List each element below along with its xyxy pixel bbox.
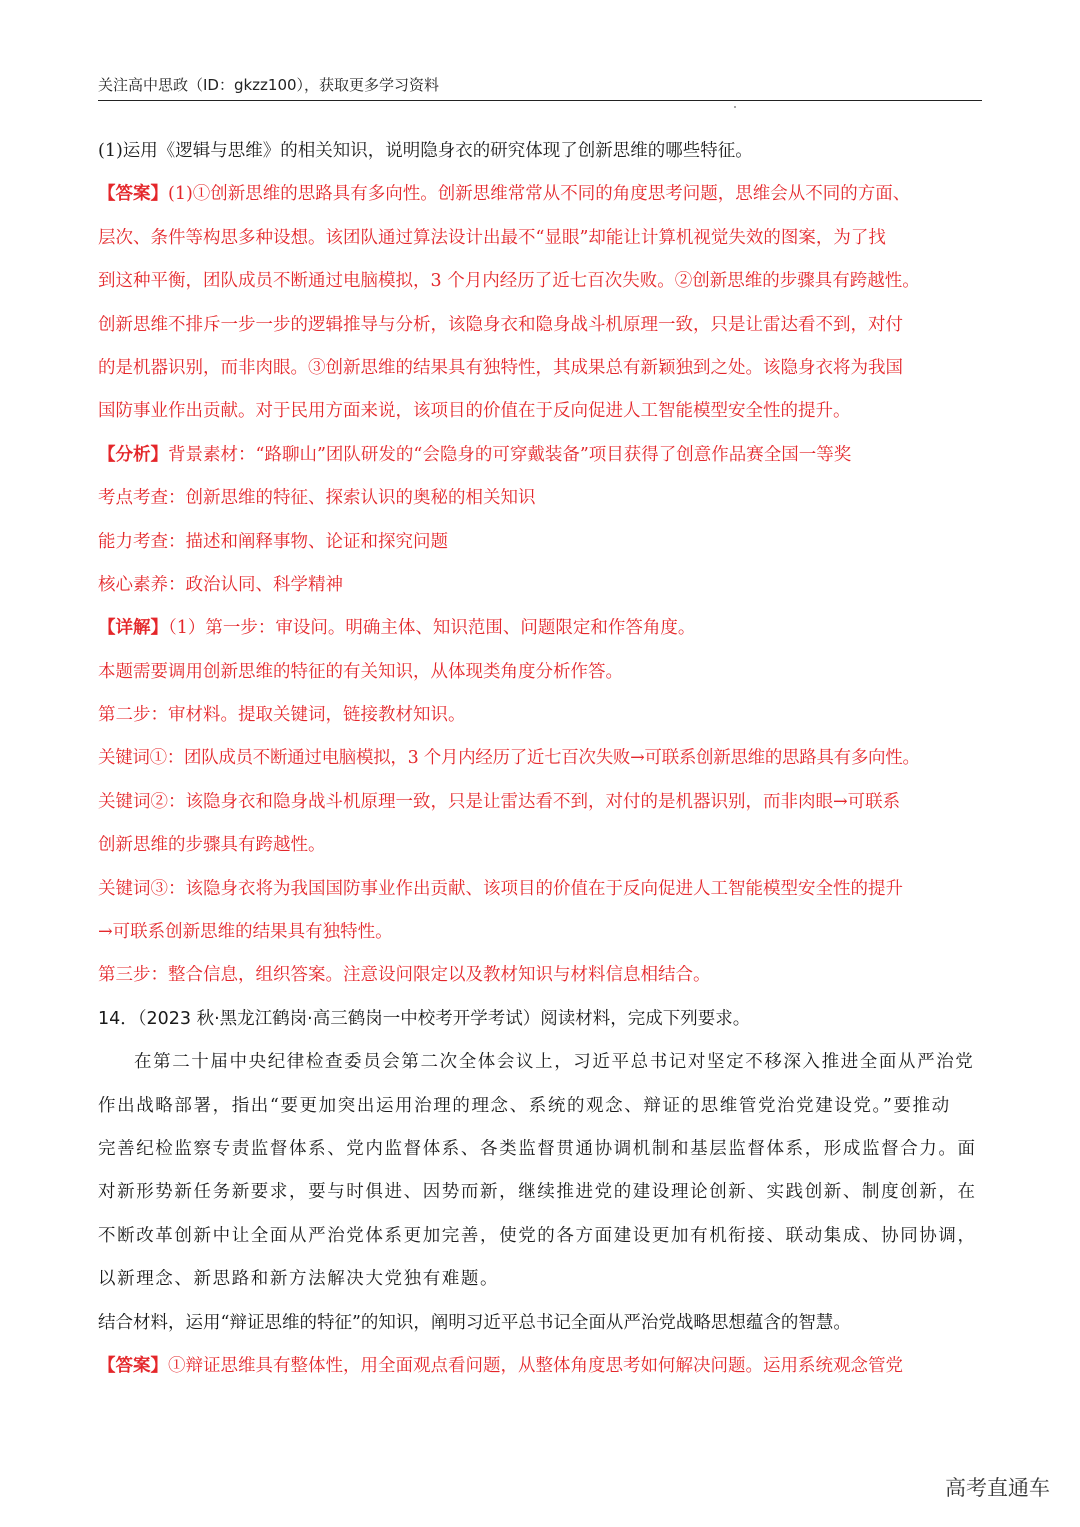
- page-content: [98, 130, 982, 1388]
- q13-answer-line: 的是机器识别，而非肉眼。③创新思维的结果具有独特性，其成果总有新颖独到之处。该隐身衣将为我国: [98, 357, 903, 378]
- q14-passage: [98, 1041, 982, 1301]
- detail-tag: 【详解】: [98, 618, 168, 639]
- q13-analysis-line: [98, 434, 982, 477]
- q13-detail-line: [98, 607, 982, 650]
- header-divider: [98, 100, 982, 101]
- q13-detail-line: 第三步：整合信息，组织答案。注意设问限定以及教材知识与材料信息相结合。: [98, 965, 711, 986]
- q14-intro: 14．（2023 秋·黑龙江鹤岗·高三鹤岗一中校考开学考试）阅读材料，完成下列要求。: [98, 1008, 751, 1029]
- analysis-text: 背景素材：“路聊山”团队研发的“会隐身的可穿戴装备”项目获得了创意作品赛全国一等奖: [168, 444, 852, 465]
- q13-nengli: 能力考查：描述和阐释事物、论证和探究问题: [98, 531, 448, 552]
- passage-line: 作出战略部署，指出“要更加突出运用治理的理念、系统的观念、辩证的思维管党治党建设党。”要推动: [98, 1095, 951, 1116]
- q14-question: 结合材料，运用“辩证思维的特征”的知识，阐明习近平总书记全面从严治党战略思想蕴含的智慧。: [98, 1312, 851, 1333]
- passage-line: 对新形势新任务新要求，要与时俱进、因势而新，继续推进党的建设理论创新、实践创新、制度创新，在: [98, 1182, 977, 1203]
- q13-detail-line: 本题需要调用创新思维的特征的有关知识，从体现类角度分析作答。: [98, 661, 623, 682]
- passage-line: 以新理念、新思路和新方法解决大党独有难题。: [98, 1269, 500, 1290]
- passage-line: 完善纪检监察专责监督体系、党内监督体系、各类监督贯通协调机制和基层监督体系，形成监督合力。面: [98, 1138, 977, 1159]
- passage-line: 不断改革创新中让全面从严治党体系更加完善，使党的各方面建设更加有机衔接、联动集成、协同协调，: [98, 1225, 977, 1246]
- answer-tag: 【答案】: [98, 1355, 168, 1376]
- q13-detail-line: 创新思维的步骤具有跨越性。: [98, 835, 326, 856]
- answer-text: (1)①创新思维的思路具有多向性。创新思维常常从不同的角度思考问题，思维会从不同的方面、: [168, 184, 911, 205]
- footer-brand: 高考直通车: [945, 1476, 1050, 1500]
- passage-line: 在第二十届中央纪律检查委员会第二次全体会议上，习近平总书记对坚定不移深入推进全面从严治党: [134, 1052, 975, 1073]
- answer-text: ①辩证思维具有整体性，用全面观点看问题，从整体角度思考如何解决问题。运用系统观念管党: [168, 1355, 903, 1376]
- q13-answer-line: 国防事业作出贡献。对于民用方面来说，该项目的价值在于反向促进人工智能模型安全性的提升。: [98, 401, 851, 422]
- q13-detail-line: 关键词②：该隐身衣和隐身战斗机原理一致，只是让雷达看不到，对付的是机器识别，而非肉眼→可联系: [98, 791, 901, 812]
- q13-answer-line: 到这种平衡，团队成员不断通过电脑模拟，3 个月内经历了近七百次失败。②创新思维的步骤具有跨越性。: [98, 271, 920, 292]
- q14-answer-line: [98, 1345, 982, 1388]
- answer-tag: 【答案】: [98, 184, 168, 205]
- q13-detail-line: 关键词①：团队成员不断通过电脑模拟，3 个月内经历了近七百次失败→可联系创新思维的思路具有多向性。: [98, 748, 920, 769]
- analysis-tag: 【分析】: [98, 444, 168, 465]
- q13-detail-line: 第二步：审材料。提取关键词，链接教材知识。: [98, 705, 466, 726]
- detail-text: （1）第一步：审设问。明确主体、知识范围、问题限定和作答角度。: [168, 618, 696, 639]
- q13-detail-line: 关键词③：该隐身衣将为我国国防事业作出贡献、该项目的价值在于反向促进人工智能模型安全性的提升: [98, 878, 903, 899]
- q13-suyang: 核心素养：政治认同、科学精神: [98, 574, 343, 595]
- q13-answer-line: [98, 173, 982, 216]
- q13-kaodian: 考点考查：创新思维的特征、探索认识的奥秘的相关知识: [98, 488, 536, 509]
- q13-detail-line: →可联系创新思维的结果具有独特性。: [98, 922, 393, 943]
- q13-question: (1)运用《逻辑与思维》的相关知识，说明隐身衣的研究体现了创新思维的哪些特征。: [98, 141, 753, 161]
- page-header: 关注高中思政（ID：gkzz100），获取更多学习资料: [98, 76, 440, 94]
- q13-answer-line: 层次、条件等构思多种设想。该团队通过算法设计出最不“显眼”却能让计算机视觉失效的图案，为了找: [98, 227, 886, 248]
- stray-dot: [734, 106, 736, 108]
- q13-answer-line: 创新思维不排斥一步一步的逻辑推导与分析，该隐身衣和隐身战斗机原理一致，只是让雷达看不到，对付: [98, 314, 903, 335]
